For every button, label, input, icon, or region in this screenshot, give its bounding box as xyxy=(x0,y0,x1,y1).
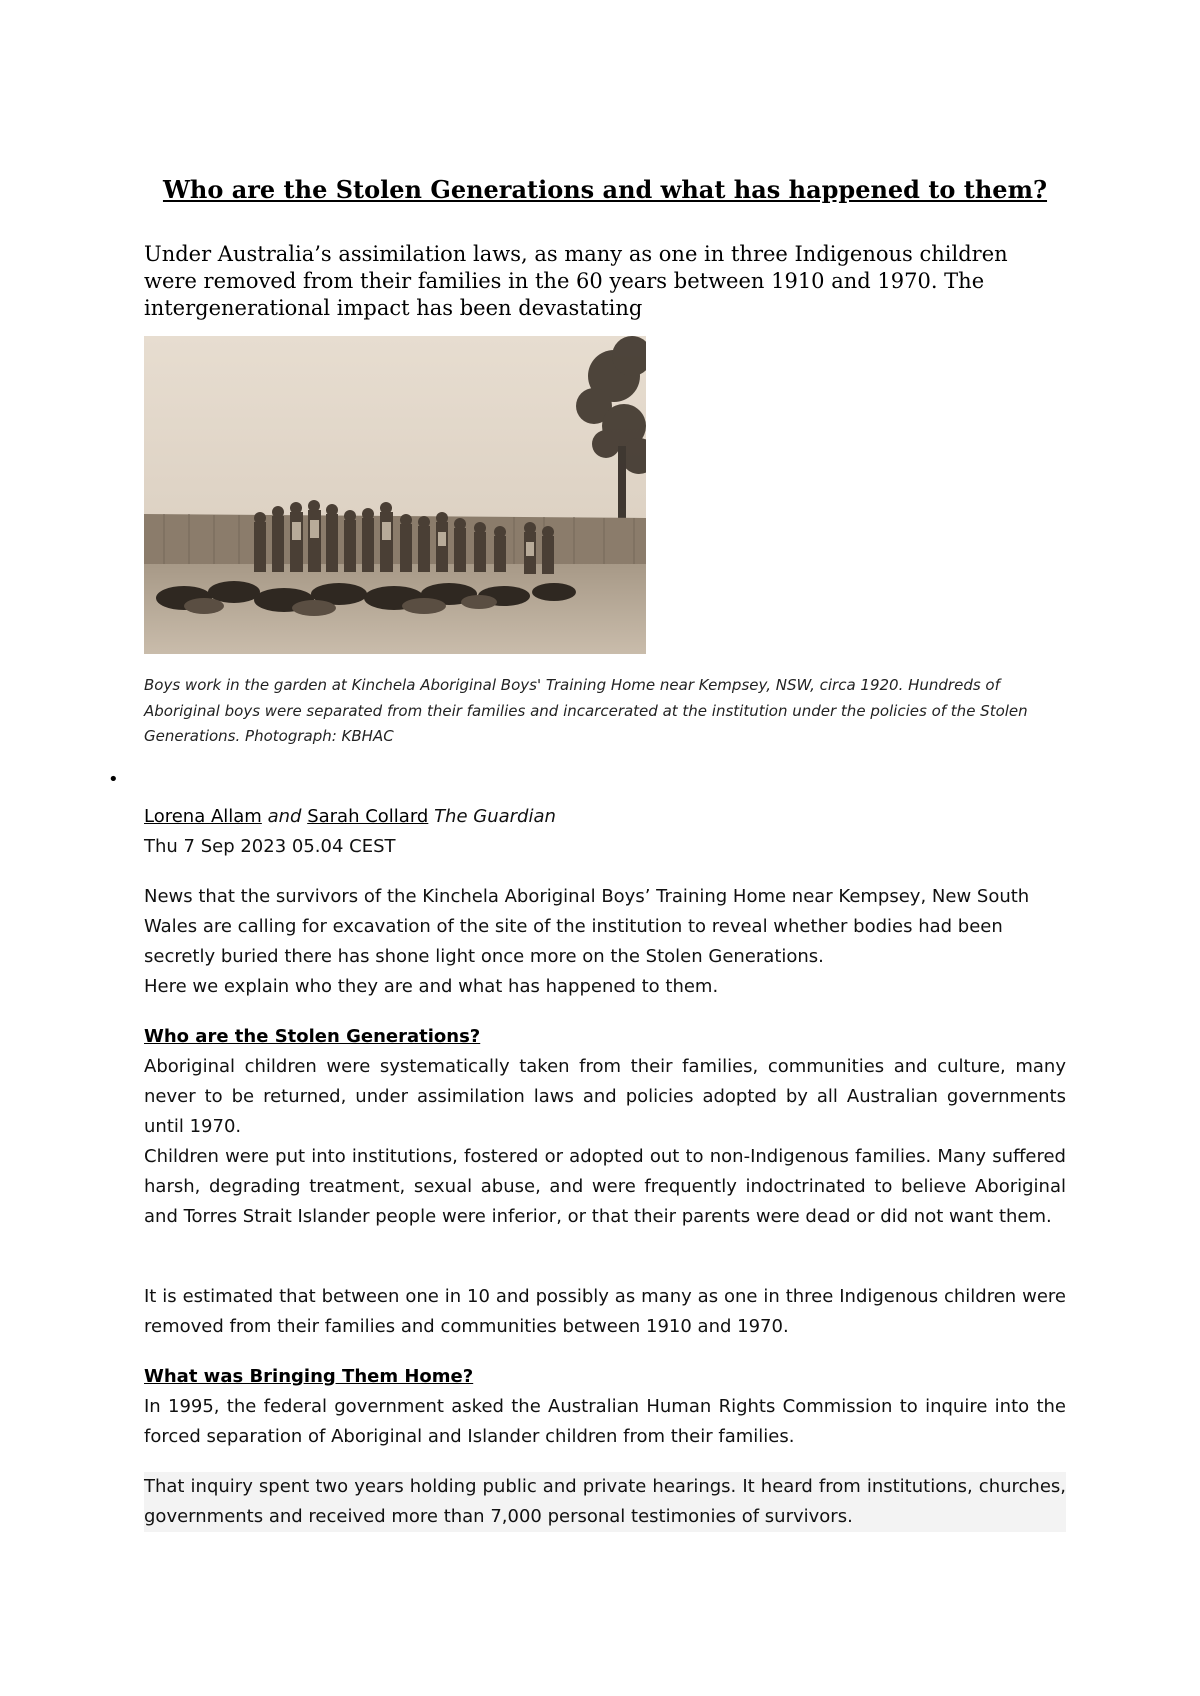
article-standfirst: Under Australia’s assimilation laws, as many as one in three Indigenous children were removed from their families in the 60 years between 1910 and 1970. The intergenerational impact has been devastating xyxy=(144,242,1008,320)
intro-paragraph: News that the survivors of the Kinchela Aboriginal Boys’ Training Home near Kempsey, New South Wales are calling for excavation of the site of the institution to reveal whether bodies had been secretly buried there has shone light once more on the Stolen Generations. xyxy=(144,886,1030,967)
publication-name: The Guardian xyxy=(434,806,556,827)
list-bullet: • xyxy=(108,769,119,790)
garden-photo-image xyxy=(144,336,646,654)
byline-conjunction: and xyxy=(267,806,302,827)
section-heading-bringing-them-home: What was Bringing Them Home? xyxy=(144,1366,474,1387)
document-page xyxy=(108,0,1066,1696)
byline xyxy=(144,802,1066,832)
section1-paragraph-2: Children were put into institutions, fostered or adopted out to non-Indigenous families. Many suffered harsh, degrading treatment, sexual abuse, and were frequently indoctrinated to believe Aboriginal and Torres Strait Islander people were inferior, or that their parents were dead or did not want them. xyxy=(144,1146,1066,1227)
intro-paragraph-2: Here we explain who they are and what has happened to them. xyxy=(144,976,719,997)
section2-paragraph-1: In 1995, the federal government asked the Australian Human Rights Commission to inquire into the forced separation of Aboriginal and Islander children from their families. xyxy=(144,1396,1066,1447)
publish-date: Thu 7 Sep 2023 05.04 CEST xyxy=(144,836,396,857)
section2-paragraph-2: That inquiry spent two years holding public and private hearings. It heard from institutions, churches, governments and received more than 7,000 personal testimonies of survivors. xyxy=(144,1472,1066,1532)
photo-caption: Boys work in the garden at Kinchela Aboriginal Boys' Training Home near Kempsey, NSW, circa 1920. Hundreds of Aboriginal boys were separated from their families and incarcerated at the institution under the policies of the Stolen Generations. Photograph: KBHAC xyxy=(144,676,1028,745)
section1-paragraph-1: Aboriginal children were systematically taken from their families, communities and culture, many never to be returned, under assimilation laws and policies adopted by all Australian governments until 1970. xyxy=(144,1056,1066,1137)
author-link-lorena-allam[interactable]: Lorena Allam xyxy=(144,806,262,827)
article-title: Who are the Stolen Generations and what has happened to them? xyxy=(162,175,1048,204)
section-heading-stolen-generations: Who are the Stolen Generations? xyxy=(144,1026,481,1047)
section1-paragraph-3: It is estimated that between one in 10 and possibly as many as one in three Indigenous children were removed from their families and communities between 1910 and 1970. xyxy=(144,1286,1066,1337)
author-link-sarah-collard[interactable]: Sarah Collard xyxy=(307,806,429,827)
historical-photograph xyxy=(144,336,646,654)
